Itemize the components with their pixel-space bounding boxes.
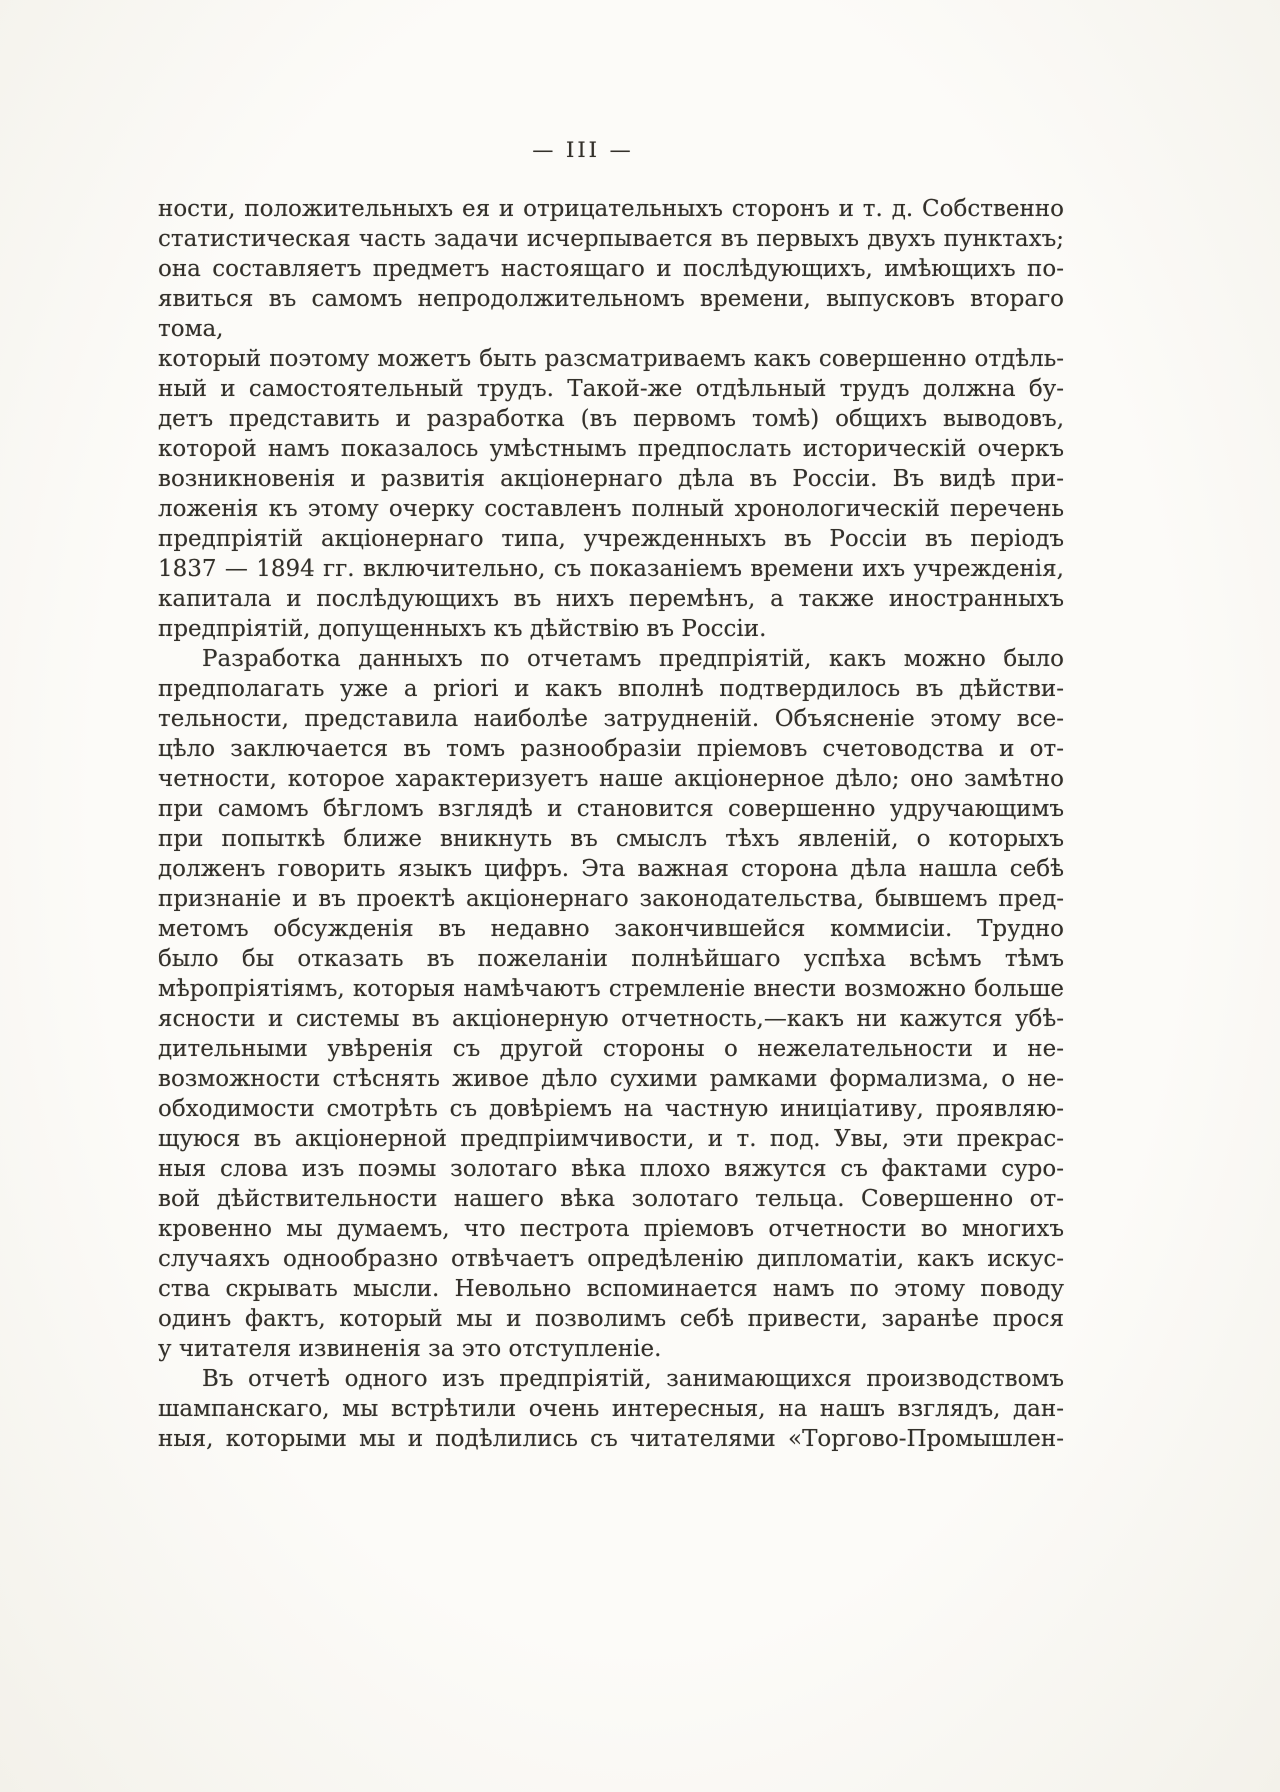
- text-line: ясности и системы въ акціонерную отчетность,—какъ ни кажутся убѣ-: [158, 1006, 1064, 1032]
- text-line: ныя слова изъ поэмы золотаго вѣка плохо вяжутся съ фактами суро-: [158, 1156, 1064, 1182]
- text-line: одинъ фактъ, который мы и позволимъ себѣ привести, заранѣе прося: [158, 1306, 1064, 1332]
- text-line: было бы отказать въ пожеланіи полнѣйшаго успѣха всѣмъ тѣмъ: [158, 946, 1064, 972]
- text-line: при самомъ бѣгломъ взглядѣ и становится совершенно удручающимъ: [158, 796, 1064, 822]
- text-line: ложенія къ этому очерку составленъ полный хронологическій перечень: [158, 496, 1064, 522]
- text-line: обходимости смотрѣть съ довѣріемъ на частную иниціативу, проявляю-: [158, 1096, 1064, 1122]
- text-line: признаніе и въ проектѣ акціонернаго законодательства, бывшемъ пред-: [158, 886, 1064, 912]
- text-line: статистическая часть задачи исчерпывается въ первыхъ двухъ пунктахъ;: [158, 226, 1064, 252]
- text-line: цѣло заключается въ томъ разнообразіи пріемовъ счетоводства и от-: [158, 736, 1064, 762]
- paragraph: [158, 194, 1064, 644]
- text-block: [158, 194, 1064, 1454]
- text-line: возникновенія и развитія акціонернаго дѣла въ Россіи. Въ видѣ при-: [158, 466, 1064, 492]
- text-line: у читателя извиненія за это отступленіе.: [158, 1336, 662, 1362]
- text-line: щуюся въ акціонерной предпріимчивости, и т. под. Увы, эти прекрас-: [158, 1126, 1064, 1152]
- text-line: шампанскаго, мы встрѣтили очень интересныя, на нашъ взглядъ, дан-: [158, 1396, 1064, 1422]
- text-line: дительными увѣренія съ другой стороны о нежелательности и не-: [158, 1036, 1064, 1062]
- text-line: она составляетъ предметъ настоящаго и послѣдующихъ, имѣющихъ по-: [158, 256, 1064, 282]
- text-line: который поэтому можетъ быть разсматриваемъ какъ совершенно отдѣль-: [158, 346, 1064, 372]
- text-line: случаяхъ однообразно отвѣчаетъ опредѣленію дипломатіи, какъ искус-: [158, 1246, 1064, 1272]
- text-line: метомъ обсужденія въ недавно закончившейся коммисіи. Трудно: [158, 916, 1064, 942]
- page-number: — III —: [532, 138, 634, 162]
- text-line: предполагать уже a priori и какъ вполнѣ подтвердилось въ дѣйстви-: [158, 676, 1064, 702]
- text-line: Разработка данныхъ по отчетамъ предпріятій, какъ можно было: [202, 646, 1064, 672]
- text-line: явиться въ самомъ непродолжительномъ времени, выпусковъ втораго тома,: [158, 286, 1064, 342]
- text-line: капитала и послѣдующихъ въ нихъ перемѣнъ, а также иностранныхъ: [158, 586, 1064, 612]
- text-line: детъ представить и разработка (въ первомъ томѣ) общихъ выводовъ,: [158, 406, 1064, 432]
- text-line: долженъ говорить языкъ цифръ. Эта важная сторона дѣла нашла себѣ: [158, 856, 1064, 882]
- text-line: мѣропріятіямъ, которыя намѣчаютъ стремленіе внести возможно больше: [158, 976, 1064, 1002]
- text-line: вой дѣйствительности нашего вѣка золотаго тельца. Совершенно от-: [158, 1186, 1064, 1212]
- text-line: ности, положительныхъ ея и отрицательныхъ сторонъ и т. д. Собственно: [158, 196, 1064, 222]
- text-line: ный и самостоятельный трудъ. Такой-же отдѣльный трудъ должна бу-: [158, 376, 1064, 402]
- text-line: которой намъ показалось умѣстнымъ предпослать историческій очеркъ: [158, 436, 1064, 462]
- text-line: Въ отчетѣ одного изъ предпріятій, занимающихся производствомъ: [202, 1366, 1064, 1392]
- text-line: при попыткѣ ближе вникнуть въ смыслъ тѣхъ явленій, о которыхъ: [158, 826, 1064, 852]
- text-line: четности, которое характеризуетъ наше акціонерное дѣло; оно замѣтно: [158, 766, 1064, 792]
- text-line: предпріятій акціонернаго типа, учрежденныхъ въ Россіи въ періодъ: [158, 526, 1064, 552]
- text-line: 1837 — 1894 гг. включительно, съ показаніемъ времени ихъ учрежденія,: [158, 556, 1064, 582]
- paragraph: [158, 644, 1064, 1364]
- text-line: ства скрывать мысли. Невольно вспоминается намъ по этому поводу: [158, 1276, 1064, 1302]
- text-line: кровенно мы думаемъ, что пестрота пріемовъ отчетности во многихъ: [158, 1216, 1064, 1242]
- text-line: тельности, представила наиболѣе затрудненій. Объясненіе этому все-: [158, 706, 1064, 732]
- text-line: ныя, которыми мы и подѣлились съ читателями «Торгово-Промышлен-: [158, 1426, 1064, 1452]
- text-line: предпріятій, допущенныхъ къ дѣйствію въ Россіи.: [158, 616, 767, 642]
- text-line: возможности стѣснять живое дѣло сухими рамками формализма, о не-: [158, 1066, 1064, 1092]
- paragraph: [158, 1364, 1064, 1454]
